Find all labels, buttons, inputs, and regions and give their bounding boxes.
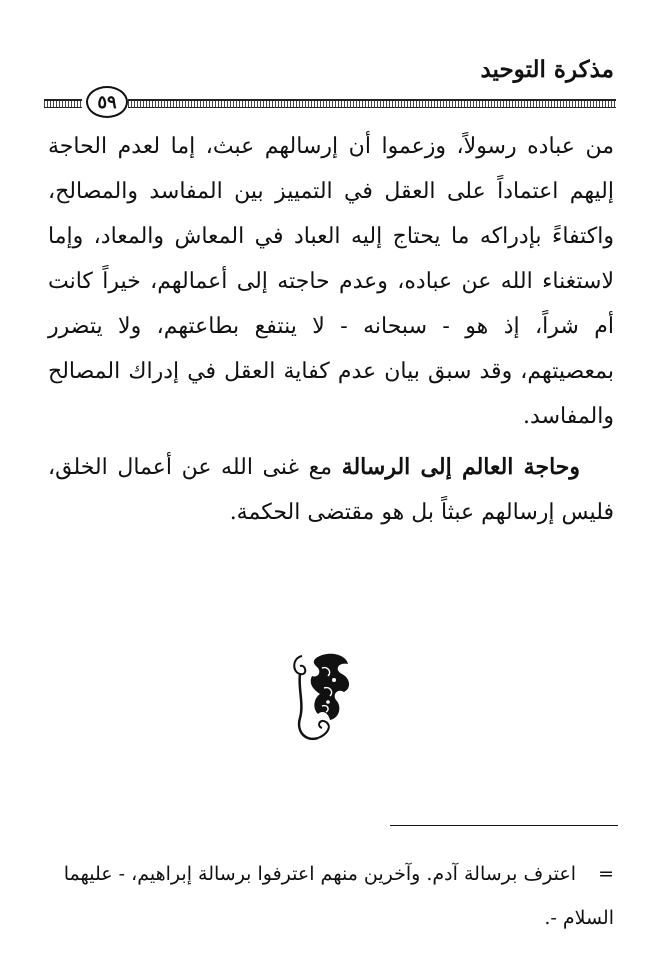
paragraph-2-rest: مع غنى الله عن أعمال الخلق، فليس إرسالهم عبثاً بل هو مقتضى الحكمة. [48,455,614,525]
header-rule-left [44,99,82,108]
footnote [48,852,614,940]
paragraph-2 [48,445,614,535]
paragraph-1: من عباده رسولاً، وزعموا أن إرسالهم عبث، إما لعدم الحاجة إليهم اعتماداً على العقل في التمييز بين المفاسد والمصالح، واكتفاءً بإدراكه ما يحتاج إليه العباد في المعاش والمعاد، وإما لاستغناء الله عن عباده، وعدم حاجته إلى أعمالهم، خيراً كانت أم شراً، إذ هو - سبحانه - لا ينتفع بطاعتهم، ولا يتضرر بمعصيتهم، وقد سبق بيان عدم كفاية العقل في إدراك المصالح والمفاسد. [48,134,614,429]
running-title: مذكرة التوحيد [480,56,614,83]
header-rule-right [128,99,616,108]
footnote-marker: = [598,863,614,885]
footnote-text: اعترف برسالة آدم. وآخرين منهم اعترفوا برسالة إبراهيم، - عليهما السلام -. [63,863,614,929]
body-text [48,124,614,535]
paragraph-2-lead: وحاجة العالم إلى الرسالة [341,454,580,480]
page-number: ٥٩ [86,86,128,118]
footnote-rule [390,825,618,826]
floral-vignette-icon [288,648,356,744]
